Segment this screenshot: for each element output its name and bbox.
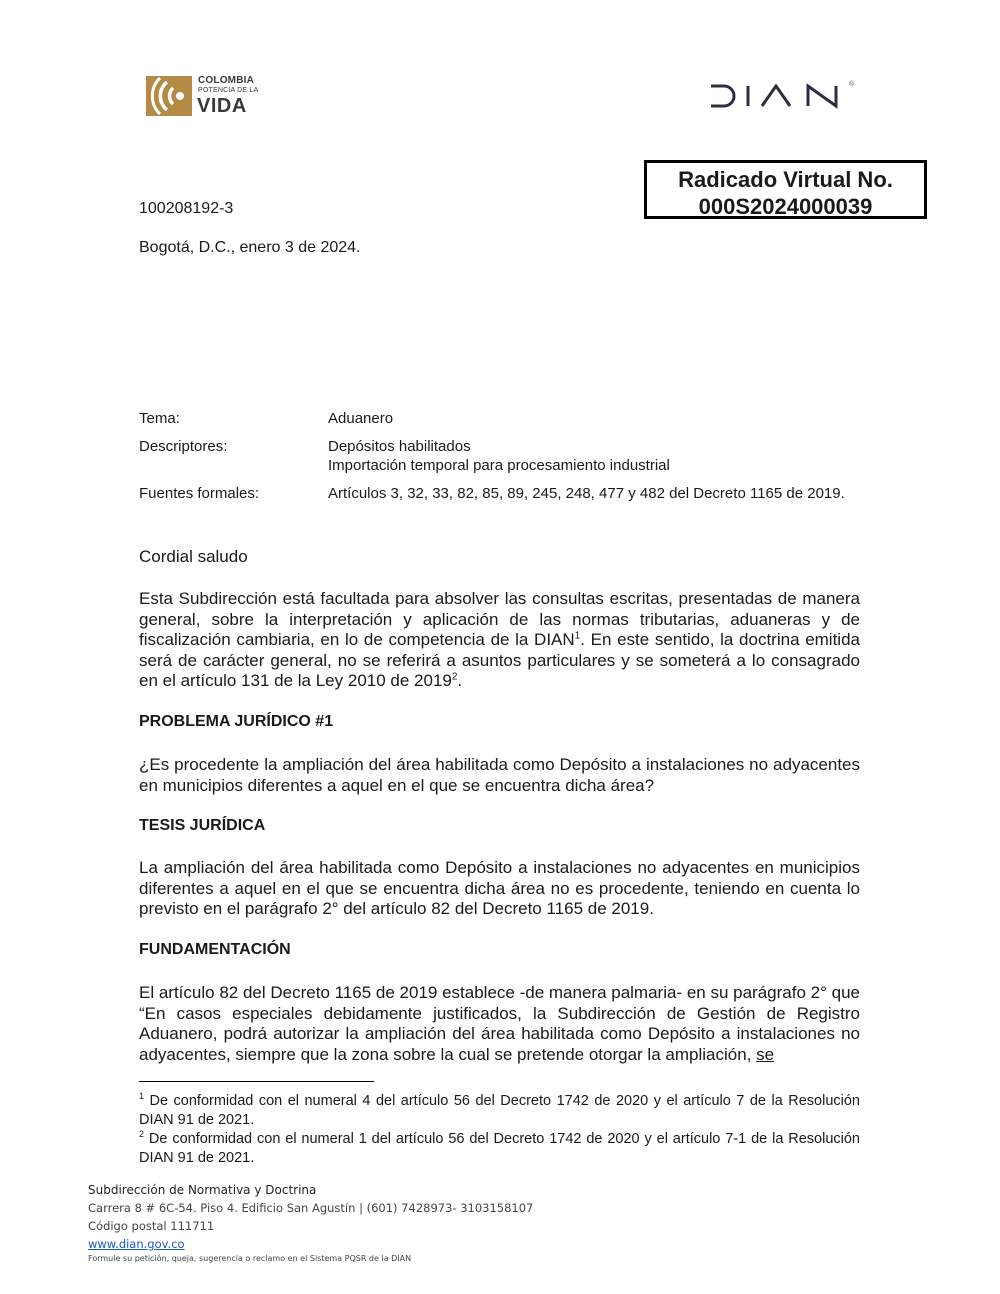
colombia-logo-icon	[146, 76, 192, 116]
heading-problema: PROBLEMA JURÍDICO #1	[139, 713, 334, 730]
problema-paragraph: ¿Es procedente la ampliación del área habilitada como Depósito a instalaciones no adyacentes en municipios diferentes a aquel en el que se encuentra dicha área?	[139, 755, 860, 795]
footnote-2-number: 2	[139, 1129, 145, 1140]
intro-paragraph	[139, 589, 860, 692]
descriptores-value-2: Importación temporal para procesamiento industrial	[328, 457, 670, 474]
radicado-box	[644, 160, 927, 219]
fundamentacion-text: El artículo 82 del Decreto 1165 de 2019 establece -de manera palmaria- en su parágrafo 2° que “En casos especiales debidamente justificados, la Subdirección de Gestión de Registro Aduanero, podrá autorizar la ampliación del área habilitada como Depósito a instalaciones no adyacentes, siempre que la zona sobre la cual se pretende otorgar la ampliación,	[139, 983, 860, 1064]
tema-label: Tema:	[139, 410, 180, 427]
footnote-1-text: De conformidad con el numeral 4 del artículo 56 del Decreto 1742 de 2020 y el artículo 7 de la Resolución DIAN 91 de 2021.	[139, 1093, 860, 1128]
intro-text-2: . En este sentido, la doctrina emitida será de carácter general, no se referirá a asuntos particulares y se someterá a lo consagrado en el artículo 131 de la Ley 2010 de 2019	[139, 630, 860, 690]
heading-fundamentacion: FUNDAMENTACIÓN	[139, 941, 291, 958]
heading-tesis: TESIS JURÍDICA	[139, 817, 266, 834]
fuentes-label: Fuentes formales:	[139, 485, 260, 502]
fundamentacion-paragraph	[139, 983, 860, 1065]
footer-website-link[interactable]: www.dian.gov.co	[88, 1237, 185, 1251]
registered-mark: ®	[848, 81, 854, 88]
footnote-2-text: De conformidad con el numeral 1 del artículo 56 del Decreto 1742 de 2020 y el artículo 7-1 de la Resolución DIAN 91 de 2021.	[139, 1131, 861, 1166]
footer-pqsr: Formule su petición, queja, sugerencia o reclamo en el Sistema PQSR de la DIAN	[88, 1254, 412, 1263]
fuentes-value: Artículos 3, 32, 33, 82, 85, 89, 245, 248, 477 y 482 del Decreto 1165 de 2019.	[328, 485, 845, 502]
logo-text-vida: VIDA	[197, 95, 247, 117]
footnote-1-number: 1	[139, 1091, 145, 1102]
reference-number: 100208192-3	[139, 200, 234, 217]
footnote-divider	[139, 1081, 374, 1082]
intro-text-3: .	[457, 671, 463, 690]
dian-wordmark-icon	[708, 82, 846, 110]
descriptores-label: Descriptores:	[139, 438, 228, 455]
footnote-ref-1[interactable]: 1	[574, 630, 581, 642]
radicado-number: 000S2024000039	[698, 194, 873, 219]
footer-address: Carrera 8 # 6C-54. Piso 4. Edificio San Agustín | (601) 7428973- 3103158107	[88, 1201, 534, 1215]
footer-office: Subdirección de Normativa y Doctrina	[88, 1183, 317, 1197]
intro-text-1: Esta Subdirección está facultada para absolver las consultas escritas, presentadas de manera general, sobre la interpretación y aplicación de las normas tributarias, aduaneras y de fiscalización cambiaria, en lo de competencia de la DIAN	[139, 589, 860, 649]
radicado-label: Radicado Virtual No.	[678, 167, 893, 192]
logo-text-colombia: COLOMBIA	[198, 75, 255, 86]
footnote-2	[139, 1130, 860, 1168]
descriptores-value-1: Depósitos habilitados	[328, 438, 471, 455]
footnote-1	[139, 1092, 860, 1130]
greeting: Cordial saludo	[139, 547, 248, 566]
document-date: Bogotá, D.C., enero 3 de 2024.	[139, 239, 361, 256]
fundamentacion-underlined: se	[756, 1044, 775, 1064]
colombia-potencia-de-la-vida-logo	[146, 74, 266, 120]
dian-logo	[708, 82, 854, 114]
logo-text-potencia: POTENCIA DE LA	[198, 87, 259, 94]
tesis-paragraph: La ampliación del área habilitada como Depósito a instalaciones no adyacentes en municipios diferentes a aquel en el que se encuentra dicha área no es procedente, teniendo en cuenta lo previsto en el parágrafo 2° del artículo 82 del Decreto 1165 de 2019.	[139, 858, 860, 918]
tema-value: Aduanero	[328, 410, 394, 427]
footer-postal: Código postal 111711	[88, 1219, 215, 1233]
footnote-ref-2[interactable]: 2	[451, 671, 458, 683]
